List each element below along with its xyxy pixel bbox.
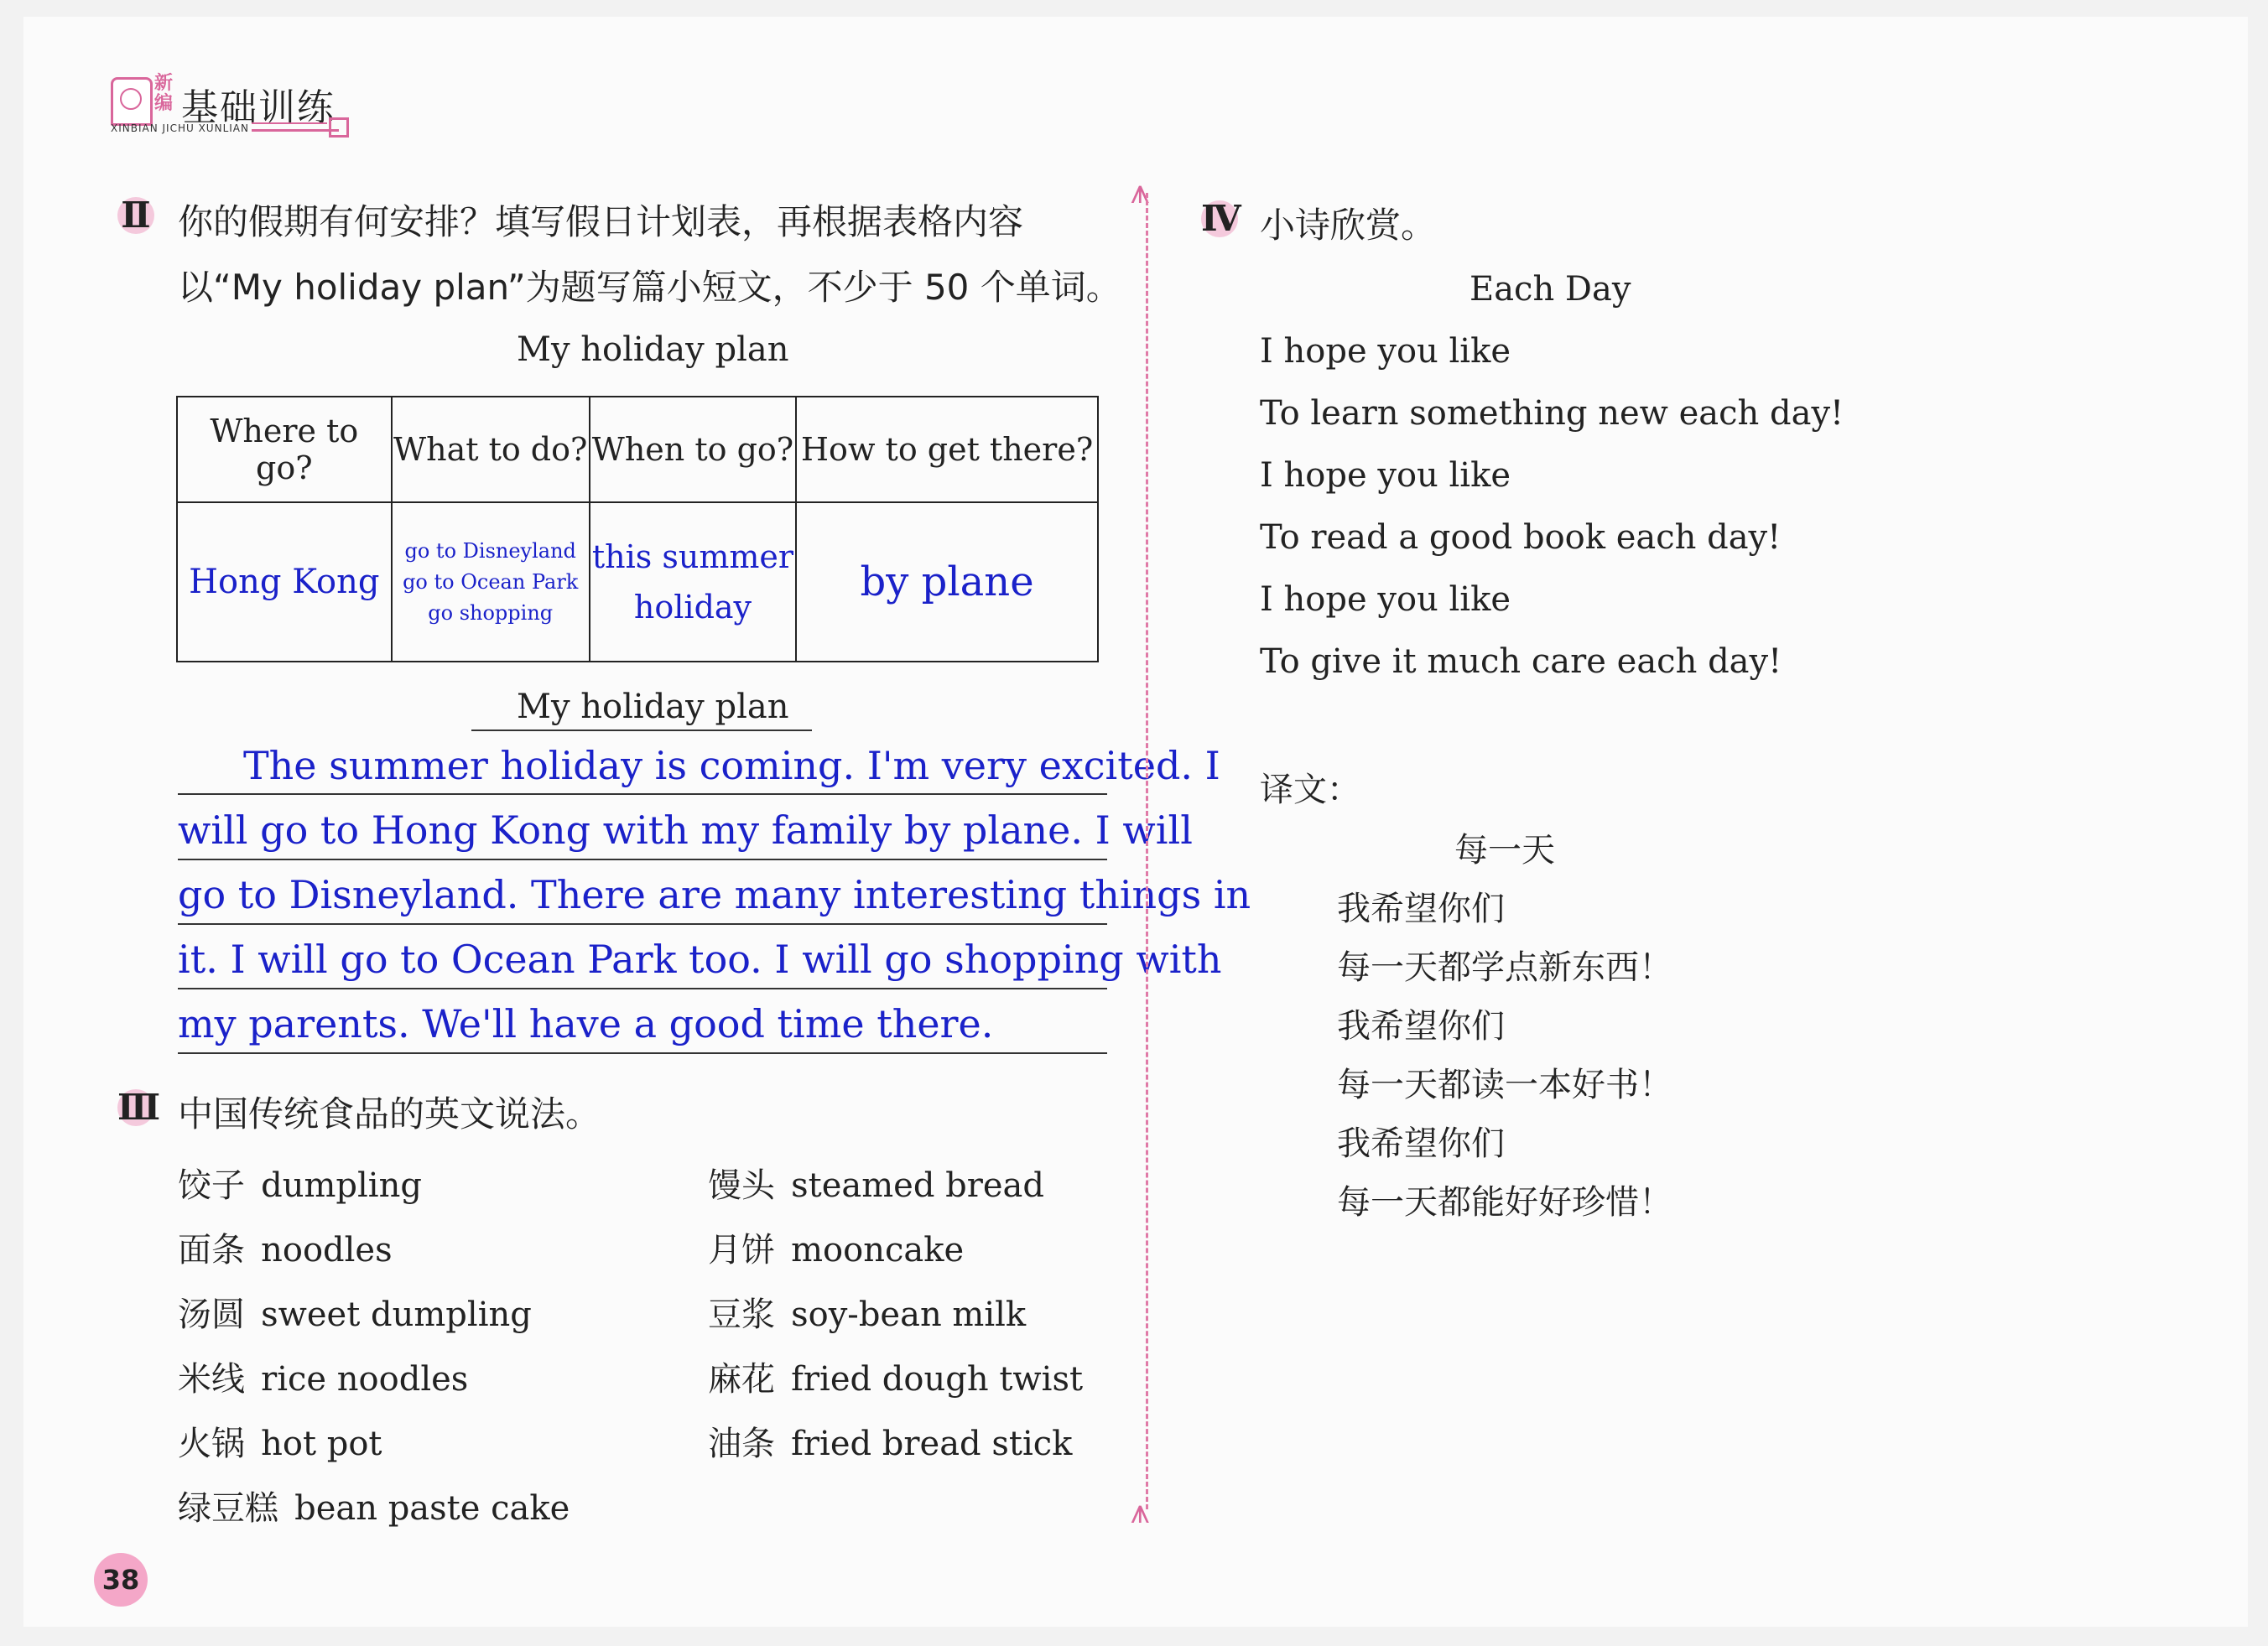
translation-line: 我希望你们 bbox=[1337, 1007, 1505, 1046]
essay-line: my parents. We'll have a good time there. bbox=[178, 1001, 994, 1046]
section-2-badge: Ⅱ bbox=[117, 197, 154, 234]
food-cn: 油条 bbox=[708, 1425, 775, 1463]
answer-what-item: go to Disneyland bbox=[404, 538, 576, 563]
section-3-number bbox=[117, 1087, 161, 1128]
table-answer-row bbox=[177, 502, 1098, 662]
logo-title: 基础训练 bbox=[181, 86, 336, 129]
page-divider bbox=[1146, 193, 1148, 1509]
logo-square-decoration bbox=[329, 117, 349, 138]
food-en: steamed bread bbox=[791, 1166, 1044, 1205]
answer-where: Hong Kong bbox=[177, 502, 392, 662]
section-4-badge: Ⅳ bbox=[1201, 198, 1241, 239]
section-2-instruction-line1: 你的假期有何安排？填写假日计划表，再根据表格内容 bbox=[178, 201, 1024, 242]
logo-underline bbox=[252, 122, 327, 124]
essay-line: The summer holiday is coming. I'm very excited. I bbox=[243, 743, 1220, 788]
food-en: noodles bbox=[261, 1231, 393, 1270]
section-4-title: 小诗欣赏。 bbox=[1260, 205, 1437, 246]
food-item bbox=[708, 1159, 1044, 1207]
food-en: sweet dumpling bbox=[261, 1296, 532, 1334]
food-cn: 米线 bbox=[178, 1360, 245, 1399]
section-3-title: 中国传统食品的英文说法。 bbox=[178, 1093, 601, 1135]
poem-line: To give it much care each day! bbox=[1260, 642, 1782, 681]
logo-book-icon bbox=[111, 77, 153, 126]
essay-rule bbox=[178, 923, 1107, 925]
food-item bbox=[178, 1417, 382, 1465]
essay-rule bbox=[178, 859, 1107, 860]
section-2-number bbox=[117, 195, 154, 236]
food-item bbox=[708, 1353, 1083, 1400]
answer-when bbox=[590, 502, 796, 662]
essay-rule bbox=[178, 793, 1107, 795]
header-when: When to go? bbox=[590, 397, 796, 502]
translation-title: 每一天 bbox=[1454, 831, 1555, 870]
food-cn: 面条 bbox=[178, 1231, 245, 1270]
essay-line: go to Disneyland. There are many interesting things in bbox=[178, 872, 1251, 917]
food-cn: 火锅 bbox=[178, 1425, 245, 1463]
food-cn: 麻花 bbox=[708, 1360, 775, 1399]
translation-line: 我希望你们 bbox=[1337, 1124, 1505, 1163]
poem-line: To learn something new each day! bbox=[1260, 394, 1844, 433]
poem-title: Each Day bbox=[1470, 270, 1631, 309]
header-how: How to get there? bbox=[796, 397, 1098, 502]
food-en: bean paste cake bbox=[294, 1489, 570, 1528]
section-4-number bbox=[1201, 198, 1241, 239]
food-item bbox=[708, 1288, 1026, 1336]
essay-line: will go to Hong Kong with my family by plane. I will bbox=[178, 807, 1193, 853]
essay-rule bbox=[178, 988, 1107, 989]
section-2-instruction-line2: 以“My holiday plan”为题写篇小短文，不少于 50 个单词。 bbox=[178, 267, 1121, 308]
table-header-row bbox=[177, 397, 1098, 502]
answer-what bbox=[392, 502, 590, 662]
food-en: soy-bean milk bbox=[791, 1296, 1027, 1334]
answer-what-item: go to Ocean Park bbox=[403, 569, 579, 594]
table-title: My holiday plan bbox=[517, 330, 789, 369]
translation-line: 每一天都读一本好书！ bbox=[1337, 1066, 1672, 1104]
food-item bbox=[178, 1482, 570, 1529]
food-en: hot pot bbox=[261, 1425, 382, 1463]
food-en: rice noodles bbox=[261, 1360, 469, 1399]
food-cn: 饺子 bbox=[178, 1166, 245, 1205]
essay-rule bbox=[178, 1052, 1107, 1054]
answer-what-item: go shopping bbox=[428, 600, 554, 625]
divider-arrow-bottom-icon: ⩚ bbox=[1131, 1493, 1150, 1531]
essay-line: it. I will go to Ocean Park too. I will go shopping with bbox=[178, 937, 1222, 982]
logo-subtitle: XINBIAN JICHU XUNLIAN bbox=[111, 122, 249, 134]
food-cn: 绿豆糕 bbox=[178, 1489, 278, 1528]
food-en: fried bread stick bbox=[791, 1425, 1073, 1463]
header-where: Where to go? bbox=[177, 397, 392, 502]
translation-line: 每一天都学点新东西！ bbox=[1337, 948, 1672, 987]
food-item bbox=[708, 1223, 964, 1271]
translation-line: 我希望你们 bbox=[1337, 890, 1505, 928]
food-item bbox=[178, 1159, 422, 1207]
answer-when-line: this summer bbox=[591, 538, 794, 575]
food-item bbox=[178, 1223, 393, 1271]
translation-label: 译文： bbox=[1260, 771, 1360, 809]
food-cn: 汤圆 bbox=[178, 1296, 245, 1334]
holiday-plan-table bbox=[176, 396, 1099, 662]
poem-line: I hope you like bbox=[1260, 332, 1511, 371]
food-en: dumpling bbox=[261, 1166, 422, 1205]
page-number: 38 bbox=[94, 1553, 148, 1607]
poem-line: I hope you like bbox=[1260, 456, 1511, 495]
translation-line: 每一天都能好好珍惜！ bbox=[1337, 1183, 1672, 1222]
food-item bbox=[178, 1288, 532, 1336]
poem-line: I hope you like bbox=[1260, 580, 1511, 619]
essay-title: My holiday plan bbox=[517, 688, 789, 726]
food-cn: 馒头 bbox=[708, 1166, 775, 1205]
poem-line: To read a good book each day! bbox=[1260, 518, 1782, 557]
food-en: mooncake bbox=[791, 1231, 965, 1270]
section-3-badge: Ⅲ bbox=[117, 1087, 161, 1128]
food-cn: 豆浆 bbox=[708, 1296, 775, 1334]
food-en: fried dough twist bbox=[791, 1360, 1084, 1399]
header-what: What to do? bbox=[392, 397, 590, 502]
logo-underline-bottom bbox=[252, 129, 339, 132]
food-item bbox=[178, 1353, 468, 1400]
divider-arrow-top-icon: ⩚ bbox=[1131, 173, 1150, 211]
essay-title-underline bbox=[471, 730, 812, 731]
food-item bbox=[708, 1417, 1072, 1465]
food-cn: 月饼 bbox=[708, 1231, 775, 1270]
answer-how: by plane bbox=[796, 502, 1098, 662]
logo-small-text: 新编 bbox=[154, 73, 174, 114]
answer-when-line: holiday bbox=[633, 589, 752, 626]
